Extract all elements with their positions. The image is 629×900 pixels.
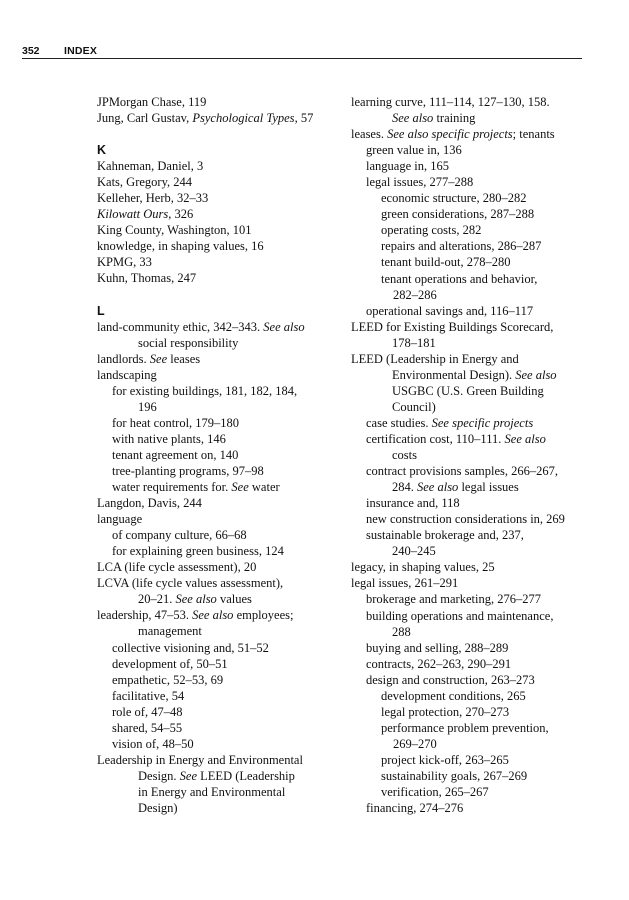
entry-line: costs — [392, 448, 417, 463]
index-entry — [97, 222, 333, 238]
entry-line: 282–286 — [393, 287, 437, 302]
index-subentry — [351, 591, 591, 607]
index-subentry — [97, 704, 333, 720]
entry-line: operational savings and, 116–117 — [366, 303, 534, 318]
index-subentry — [351, 752, 591, 768]
index-subentry — [97, 447, 333, 463]
entry-line: Kats, Gregory, 244 — [97, 175, 193, 190]
index-column-left — [97, 94, 333, 816]
index-subentry — [351, 720, 591, 752]
entry-line: language — [97, 512, 143, 527]
index-subentry — [351, 511, 591, 527]
entry-line: facilitative, 54 — [112, 688, 185, 703]
entry-line: sustainable brokerage and, 237, — [366, 528, 524, 543]
entry-line: tree-planting programs, 97–98 — [112, 463, 264, 478]
index-entry — [97, 94, 333, 110]
index-entry — [97, 254, 333, 270]
index-subentry — [351, 271, 591, 303]
entry-line: LCA (life cycle assessment), 20 — [97, 560, 257, 575]
index-subentry — [351, 495, 591, 511]
entry-line: performance problem prevention, — [381, 720, 549, 735]
index-entry — [97, 752, 333, 816]
entry-line: new construction considerations in, 269 — [366, 512, 565, 527]
entry-line: KPMG, 33 — [97, 255, 152, 270]
index-subentry — [351, 142, 591, 158]
entry-line: verification, 265–267 — [381, 785, 489, 800]
index-subentry — [97, 720, 333, 736]
section-letter: L — [97, 303, 105, 318]
entry-line: 20–21. See also values — [138, 592, 252, 607]
entry-line: operating costs, 282 — [381, 223, 482, 238]
entry-line: for heat control, 179–180 — [112, 415, 240, 430]
entry-line: Kuhn, Thomas, 247 — [97, 271, 197, 286]
index-entry — [97, 110, 333, 126]
entry-line: brokerage and marketing, 276–277 — [366, 592, 541, 607]
index-subentry — [351, 688, 591, 704]
index-entry — [351, 319, 591, 351]
entry-line: repairs and alterations, 286–287 — [381, 239, 542, 254]
entry-line: sustainability goals, 267–269 — [381, 768, 528, 783]
entry-line: shared, 54–55 — [112, 720, 183, 735]
section-letter: K — [97, 143, 107, 158]
header-rule — [22, 58, 582, 59]
index-subentry — [97, 527, 333, 543]
entry-line: tenant build-out, 278–280 — [381, 255, 511, 270]
index-subentry — [97, 463, 333, 479]
entry-line: 178–181 — [392, 335, 436, 350]
entry-line: development conditions, 265 — [381, 688, 526, 703]
index-subentry — [351, 222, 591, 238]
entry-line: King County, Washington, 101 — [97, 223, 252, 238]
entry-line: empathetic, 52–53, 69 — [112, 672, 224, 687]
index-subentry — [97, 431, 333, 447]
page-number: 352 — [22, 45, 40, 57]
entry-line: language in, 165 — [366, 159, 449, 174]
index-subentry — [351, 656, 591, 672]
entry-line: financing, 274–276 — [366, 801, 464, 816]
index-subentry — [351, 158, 591, 174]
entry-line: development of, 50–51 — [112, 656, 228, 671]
entry-line: legal issues, 277–288 — [366, 175, 474, 190]
entry-line: vision of, 48–50 — [112, 736, 194, 751]
index-subentry — [351, 704, 591, 720]
entry-line: Jung, Carl Gustav, Psychological Types, 57 — [97, 111, 314, 126]
entry-line: Leadership in Energy and Environmental — [97, 752, 303, 767]
entry-line: 240–245 — [392, 544, 436, 559]
index-entry — [97, 495, 333, 511]
index-subentry — [97, 415, 333, 431]
index-subentry — [351, 303, 591, 319]
index-entry — [97, 158, 333, 174]
index-entry — [97, 174, 333, 190]
index-entry — [97, 511, 333, 527]
index-subentry — [351, 527, 591, 559]
entry-line: Kelleher, Herb, 32–33 — [97, 191, 209, 206]
entry-line: tenant agreement on, 140 — [112, 447, 239, 462]
index-entry — [351, 575, 591, 591]
index-subentry — [97, 736, 333, 752]
index-subentry — [351, 174, 591, 190]
index-entry — [97, 575, 333, 607]
index-entry — [97, 559, 333, 575]
entry-line: Design. See LEED (Leadership — [138, 768, 295, 783]
entry-line: for existing buildings, 181, 182, 184, — [112, 383, 298, 398]
entry-line: Environmental Design). See also — [392, 367, 557, 382]
entry-line: 288 — [392, 624, 411, 639]
index-subentry — [351, 800, 591, 816]
entry-line: buying and selling, 288–289 — [366, 640, 509, 655]
index-column-right — [351, 94, 591, 816]
index-entry — [97, 367, 333, 383]
entry-line: land-community ethic, 342–343. See also — [97, 319, 305, 334]
entry-line: 284. See also legal issues — [392, 480, 519, 495]
entry-line: LEED for Existing Buildings Scorecard, — [351, 319, 554, 334]
index-entry — [97, 607, 333, 639]
index-entry — [97, 206, 333, 222]
entry-line: leases. See also specific projects; tenants — [351, 127, 555, 142]
index-subentry — [351, 254, 591, 270]
entry-line: case studies. See specific projects — [366, 415, 534, 430]
entry-line: legal issues, 261–291 — [351, 576, 459, 591]
index-subentry — [97, 688, 333, 704]
index-subentry — [97, 383, 333, 415]
running-title: INDEX — [64, 45, 98, 57]
entry-line: USGBC (U.S. Green Building — [392, 383, 544, 398]
index-subentry — [351, 608, 591, 640]
entry-line: design and construction, 263–273 — [366, 672, 535, 687]
entry-line: 196 — [138, 399, 157, 414]
index-subentry — [97, 543, 333, 559]
entry-line: insurance and, 118 — [366, 496, 460, 511]
entry-line: economic structure, 280–282 — [381, 191, 527, 206]
entry-line: LCVA (life cycle values assessment), — [97, 576, 284, 591]
entry-line: building operations and maintenance, — [366, 608, 554, 623]
index-subentry — [351, 238, 591, 254]
entry-line: landlords. See leases — [97, 351, 201, 366]
index-subentry — [97, 672, 333, 688]
index-entry — [97, 190, 333, 206]
index-subentry — [351, 784, 591, 800]
entry-line: LEED (Leadership in Energy and — [351, 351, 519, 366]
index-entry — [97, 270, 333, 286]
entry-line: Kilowatt Ours, 326 — [97, 207, 194, 222]
entry-line: tenant operations and behavior, — [381, 271, 538, 286]
entry-line: certification cost, 110–111. See also — [366, 431, 546, 446]
index-entry — [351, 126, 591, 142]
entry-line: leadership, 47–53. See also employees; — [97, 608, 294, 623]
index-entry — [97, 238, 333, 254]
entry-line: for explaining green business, 124 — [112, 544, 284, 559]
entry-line: See also training — [392, 111, 476, 126]
index-subentry — [351, 463, 591, 495]
index-subentry — [351, 640, 591, 656]
entry-line: legal protection, 270–273 — [381, 704, 510, 719]
index-entry — [351, 351, 591, 415]
entry-line: legacy, in shaping values, 25 — [351, 560, 495, 575]
entry-line: management — [138, 624, 202, 639]
running-header — [22, 45, 582, 59]
index-entry — [97, 351, 333, 367]
entry-line: Design) — [138, 800, 178, 815]
index-subentry — [351, 672, 591, 688]
entry-line: Langdon, Davis, 244 — [97, 496, 202, 511]
index-subentry — [97, 479, 333, 495]
entry-line: contracts, 262–263, 290–291 — [366, 656, 512, 671]
entry-line: 269–270 — [393, 736, 437, 751]
index-subentry — [351, 190, 591, 206]
entry-line: green value in, 136 — [366, 143, 462, 158]
entry-line: with native plants, 146 — [112, 431, 226, 446]
entry-line: JPMorgan Chase, 119 — [97, 95, 207, 109]
entry-line: water requirements for. See water — [112, 480, 280, 495]
index-entry — [351, 559, 591, 575]
index-subentry — [97, 640, 333, 656]
entry-line: learning curve, 111–114, 127–130, 158. — [351, 95, 550, 109]
index-subentry — [351, 206, 591, 222]
entry-line: landscaping — [97, 367, 157, 382]
index-subentry — [97, 656, 333, 672]
index-entry — [97, 319, 333, 351]
entry-line: Kahneman, Daniel, 3 — [97, 159, 204, 174]
entry-line: in Energy and Environmental — [138, 784, 286, 799]
entry-line: collective visioning and, 51–52 — [112, 640, 269, 655]
entry-line: of company culture, 66–68 — [112, 528, 247, 543]
entry-line: role of, 47–48 — [112, 704, 183, 719]
entry-line: green considerations, 287–288 — [381, 207, 535, 222]
index-subentry — [351, 768, 591, 784]
entry-line: social responsibility — [138, 335, 239, 350]
index-subentry — [351, 415, 591, 431]
index-entry — [351, 94, 591, 126]
entry-line: contract provisions samples, 266–267, — [366, 464, 558, 479]
index-subentry — [351, 431, 591, 463]
entry-line: project kick-off, 263–265 — [381, 752, 509, 767]
entry-line: knowledge, in shaping values, 16 — [97, 239, 264, 254]
entry-line: Council) — [392, 399, 436, 414]
